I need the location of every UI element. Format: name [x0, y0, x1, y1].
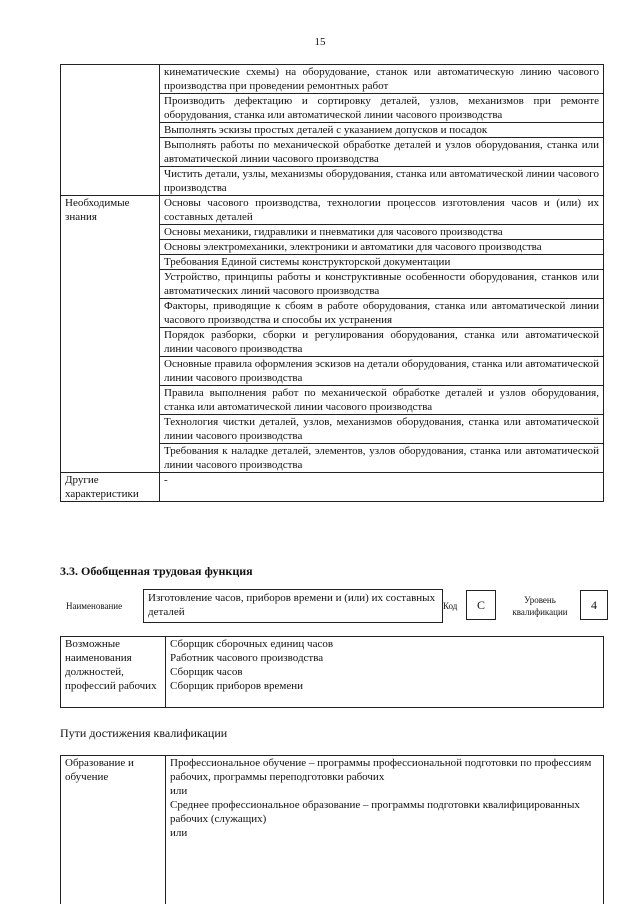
skills-knowledge-table	[60, 64, 604, 502]
knowledge-item: Основные правила оформления эскизов на детали оборудования, станка или автоматической линии часового производства	[160, 357, 604, 386]
knowledge-item: Основы механики, гидравлики и пневматики для часового производства	[160, 225, 604, 240]
knowledge-item: Факторы, приводящие к сбоям в работе оборудования, станка или автоматической линии часового производства и способы их устранения	[160, 299, 604, 328]
knowledge-item: Требования к наладке деталей, элементов, узлов оборудования, станка или автоматической линии часового производства	[160, 444, 604, 473]
knowledge-item: Основы электромеханики, электроники и автоматики для часового производства	[160, 240, 604, 255]
education-list	[166, 756, 604, 904]
knowledge-item: Основы часового производства, технологии процессов изготовления часов и (или) их составных деталей	[160, 196, 604, 225]
education-table	[60, 755, 604, 904]
education-label: Образование и обучение	[61, 756, 166, 904]
skill-item: Чистить детали, узлы, механизмы оборудования, станка или автоматической линии часового производства	[160, 167, 604, 196]
skill-item: кинематические схемы) на оборудование, станок или автоматическую линию часового производства при проведении ремонтных работ	[160, 65, 604, 94]
function-name-value: Изготовление часов, приборов времени и (или) их составных деталей	[143, 589, 443, 623]
knowledge-label: Необходимые знания	[61, 196, 160, 473]
positions-list	[166, 637, 604, 708]
knowledge-item: Устройство, принципы работы и конструктивные особенности оборудования, станков или автоматических линий часового производства	[160, 270, 604, 299]
skill-item: Производить дефектацию и сортировку деталей, узлов, механизмов при ремонте оборудования, станка или автоматической линии часового производства	[160, 94, 604, 123]
paths-title: Пути достижения квалификации	[60, 726, 227, 741]
code-value: C	[466, 590, 496, 620]
section-title: 3.3. Обобщенная трудовая функция	[60, 564, 253, 579]
knowledge-item: Технология чистки деталей, узлов, механизмов оборудования, станка или автоматической линии часового производства	[160, 415, 604, 444]
education-item: или	[170, 784, 599, 798]
knowledge-item: Требования Единой системы конструкторской документации	[160, 255, 604, 270]
position-item: Работник часового производства	[170, 651, 599, 665]
other-label: Другие характеристики	[61, 473, 160, 502]
function-name-label: Наименование	[66, 601, 122, 611]
code-label: Код	[443, 601, 457, 611]
position-item: Сборщик часов	[170, 665, 599, 679]
education-item: или	[170, 826, 599, 840]
level-value: 4	[580, 590, 608, 620]
knowledge-item: Правила выполнения работ по механической обработке деталей и узлов оборудования, станка или автоматической линии часового производства	[160, 386, 604, 415]
positions-table	[60, 636, 604, 708]
knowledge-item: Порядок разборки, сборки и регулирования оборудования, станка или автоматической линии часового производства	[160, 328, 604, 357]
skill-item: Выполнять эскизы простых деталей с указанием допусков и посадок	[160, 123, 604, 138]
position-item: Сборщик приборов времени	[170, 679, 599, 693]
level-label: Уровень квалификации	[500, 594, 580, 618]
position-item: Сборщик сборочных единиц часов	[170, 637, 599, 651]
education-item: Профессиональное обучение – программы профессиональной подготовки по профессиям рабочих, программы переподготовки рабочих	[170, 756, 599, 784]
other-value: -	[160, 473, 604, 502]
education-item: Среднее профессиональное образование – программы подготовки квалифицированных рабочих (служащих)	[170, 798, 599, 826]
skill-item: Выполнять работы по механической обработке деталей и узлов оборудования, станка или автоматической линии часового производства	[160, 138, 604, 167]
positions-label: Возможные наименования должностей, профессий рабочих	[61, 637, 166, 708]
page-number: 15	[0, 36, 640, 48]
skills-label-cell	[61, 65, 160, 196]
